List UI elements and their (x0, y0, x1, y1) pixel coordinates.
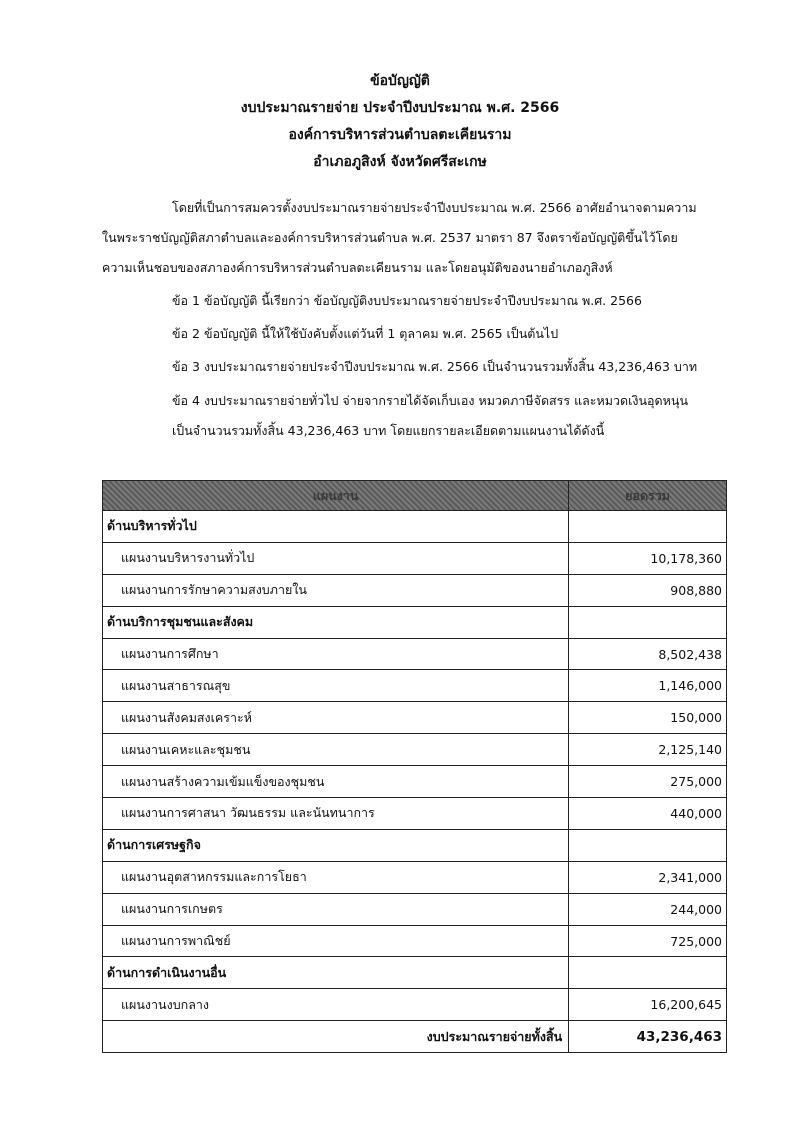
article-line: ข้อ 3 งบประมาณรายจ่ายประจำปีงบประมาณ พ.ศ. 2566 เป็นจำนวนรวมทั้งสิ้น 43,236,463 บาท (172, 359, 698, 374)
budget-table (102, 480, 727, 1053)
amount-cell: 1,146,000 (569, 670, 727, 702)
amount-cell: 8,502,438 (569, 638, 727, 670)
plan-label: แผนงานบริหารงานทั่วไป (103, 542, 569, 574)
table-body (103, 511, 727, 1053)
table-row (103, 893, 727, 925)
category-row (103, 829, 727, 861)
amount-cell: 440,000 (569, 798, 727, 830)
table-row (103, 574, 727, 606)
amount-cell: 2,341,000 (569, 861, 727, 893)
table-row (103, 638, 727, 670)
amount-cell: 2,125,140 (569, 734, 727, 766)
table-row (103, 670, 727, 702)
amount-cell: 10,178,360 (569, 542, 727, 574)
table-row (103, 861, 727, 893)
table-row (103, 542, 727, 574)
amount-cell: 908,880 (569, 574, 727, 606)
table-row (103, 925, 727, 957)
category-label: ด้านการดำเนินงานอื่น (103, 957, 569, 989)
article-line: เป็นจำนวนรวมทั้งสิ้น 43,236,463 บาท โดยแยกรายละเอียดตามแผนงานได้ดังนี้ (172, 423, 605, 438)
article-line: ข้อ 2 ข้อบัญญัติ นี้ให้ใช้บังคับตั้งแต่วันที่ 1 ตุลาคม พ.ศ. 2565 เป็นต้นไป (172, 326, 559, 341)
amount-cell: 150,000 (569, 702, 727, 734)
table-row (103, 766, 727, 798)
total-label: งบประมาณรายจ่ายทั้งสิ้น (103, 1021, 569, 1053)
table-row (103, 798, 727, 830)
title-line: องค์การบริหารส่วนตำบลตะเคียนราม (288, 127, 512, 143)
header-amount: ยอดรวม (569, 481, 727, 511)
total-row (103, 1021, 727, 1053)
title-line: งบประมาณรายจ่าย ประจำปีงบประมาณ พ.ศ. 2566 (240, 100, 560, 116)
article-line: ข้อ 1 ข้อบัญญัติ นี้เรียกว่า ข้อบัญญัติงบประมาณรายจ่ายประจำปีงบประมาณ พ.ศ. 2566 (172, 293, 642, 308)
amount-cell: 16,200,645 (569, 989, 727, 1021)
plan-label: แผนงานการเกษตร (103, 893, 569, 925)
table-row (103, 734, 727, 766)
article-line: ข้อ 4 งบประมาณรายจ่ายทั่วไป จ่ายจากรายได้จัดเก็บเอง หมวดภาษีจัดสรร และหมวดเงินอุดหนุน (172, 393, 689, 408)
amount-cell (569, 957, 727, 989)
total-amount: 43,236,463 (569, 1021, 727, 1053)
category-row (103, 606, 727, 638)
title-line: อำเภอภูสิงห์ จังหวัดศรีสะเกษ (313, 154, 487, 170)
plan-label: แผนงานการศึกษา (103, 638, 569, 670)
plan-label: แผนงานการพาณิชย์ (103, 925, 569, 957)
plan-label: แผนงานการรักษาความสงบภายใน (103, 574, 569, 606)
document-title (0, 68, 800, 176)
category-label: ด้านการเศรษฐกิจ (103, 829, 569, 861)
amount-cell: 275,000 (569, 766, 727, 798)
plan-label: แผนงานสร้างความเข้มแข็งของชุมชน (103, 766, 569, 798)
amount-cell (569, 829, 727, 861)
header-plan: แผนงาน (103, 481, 569, 511)
table-row (103, 989, 727, 1021)
table-header-row (103, 481, 727, 511)
category-label: ด้านบริหารทั่วไป (103, 511, 569, 543)
amount-cell (569, 511, 727, 543)
table-row (103, 702, 727, 734)
category-row (103, 511, 727, 543)
plan-label: แผนงานสาธารณสุข (103, 670, 569, 702)
preamble-line: ความเห็นชอบของสภาองค์การบริหารส่วนตำบลตะเคียนราม และโดยอนุมัติของนายอำเภอภูสิงห์ (102, 260, 613, 275)
title-line: ข้อบัญญัติ (370, 73, 430, 89)
plan-label: แผนงานงบกลาง (103, 989, 569, 1021)
amount-cell (569, 606, 727, 638)
plan-label: แผนงานสังคมสงเคราะห์ (103, 702, 569, 734)
category-row (103, 957, 727, 989)
plan-label: แผนงานเคหะและชุมชน (103, 734, 569, 766)
plan-label: แผนงานอุตสาหกรรมและการโยธา (103, 861, 569, 893)
category-label: ด้านบริการชุมชนและสังคม (103, 606, 569, 638)
preamble-line: ในพระราชบัญญัติสภาตำบลและองค์การบริหารส่วนตำบล พ.ศ. 2537 มาตรา 87 จึงตราข้อบัญญัติขึ้นไว้โดย (102, 230, 678, 245)
amount-cell: 725,000 (569, 925, 727, 957)
preamble-line: โดยที่เป็นการสมควรตั้งงบประมาณรายจ่ายประจำปีงบประมาณ พ.ศ. 2566 อาศัยอำนาจตามความ (172, 200, 697, 215)
amount-cell: 244,000 (569, 893, 727, 925)
plan-label: แผนงานการศาสนา วัฒนธรรม และนันทนาการ (103, 798, 569, 830)
